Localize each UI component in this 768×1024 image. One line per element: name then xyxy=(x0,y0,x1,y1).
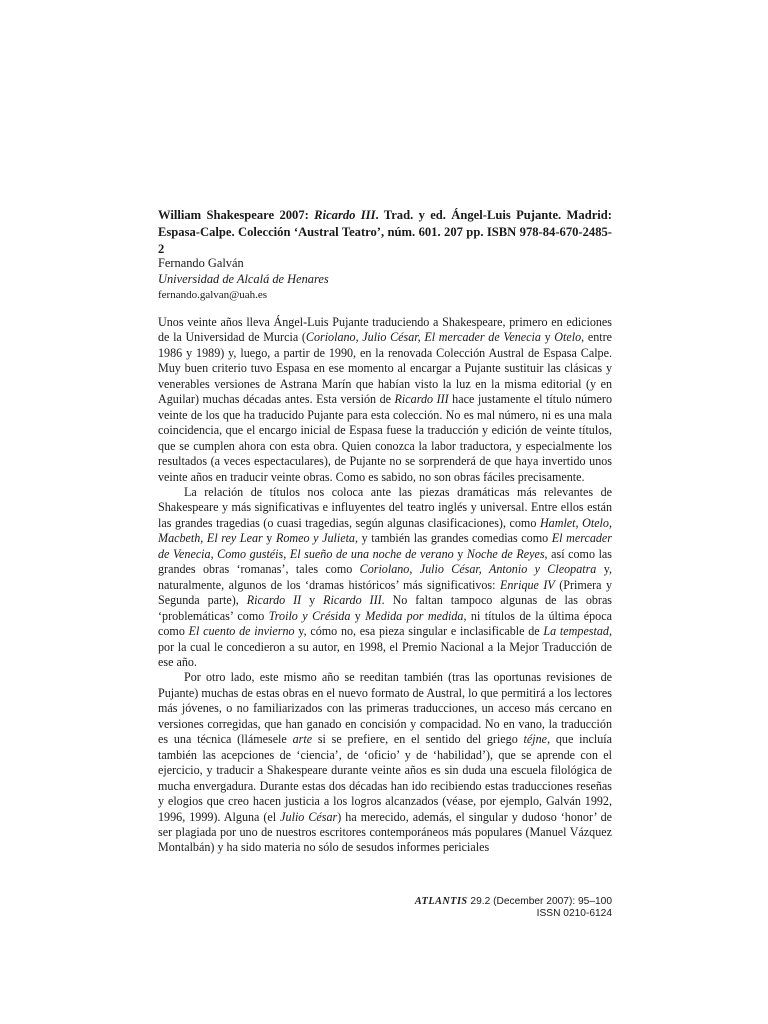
author-affiliation: Universidad de Alcalá de Henares xyxy=(158,272,329,286)
heading-book-title: Ricardo III xyxy=(314,208,376,222)
author-block xyxy=(158,255,612,303)
heading-publication-details: . Trad. y ed. Ángel-Luis Pujante. Madrid: Espasa-Calpe. Colección ‘Austral Teatro’, núm. 601. 207 pp. ISBN 978-84-670-2485-2 xyxy=(158,208,612,256)
journal-logo: ATLANTIS xyxy=(414,896,468,907)
author-name: Fernando Galván xyxy=(158,256,244,270)
paragraph-2: La relación de títulos nos coloca ante las piezas dramáticas más relevantes de Shakespeare y más significativas e influyentes del teatro inglés y universal. Entre ellos están las grandes tragedias (o cuasi tragedias, según algunas clasificaciones), como Hamlet, Otelo, Macbeth, El rey Lear y Romeo y Julieta, y también las grandes comedias como El mercader de Venecia, Como gustéis, El sueño de una noche de verano y Noche de Reyes, así como las grandes obras ‘romanas’, tales como Coriolano, Julio César, Antonio y Cleopatra y, naturalmente, algunos de los ‘dramas históricos’ más significativos: Enrique IV (Primera y Segunda parte), Ricardo II y Ricardo III. No faltan tampoco algunas de las obras ‘problemáticas’ como Troilo y Crésida y Medida por medida, ni títulos de la última época como El cuento de invierno y, cómo no, esa pieza singular e inclasificable de La tempestad, por la cual le concedieron a su autor, en 1998, el Premio Nacional a la Mejor Traducción de ese año. xyxy=(158,484,613,669)
paragraph-3: Por otro lado, este mismo año se reeditan también (tras las oportunas revisiones de Pujante) muchas de estas obras en el nuevo formato de Austral, lo que permitirá a los lectores más jóvenes, o no familiarizados con las primeras traducciones, un acceso más cercano en versiones corregidas, que han ganado en concisión y compacidad. No en vano, la traducción es una técnica (llámesele arte si se prefiere, en el sentido del griego téjne, que incluía también las acepciones de ‘ciencia’, de ‘oficio’ y de ‘habilidad’), que se aprende con el ejercicio, y traducir a Shakespeare durante veinte años es sin duda una escuela filológica de mucha envergadura. Durante estas dos décadas han ido recibiendo estas traducciones reseñas y elogios que creo hacen justicia a los logros alcanzados (véase, por ejemplo, Galván 1992, 1996, 1999). Alguna (el Julio César) ha merecido, además, el singular y dudoso ‘honor’ de ser plagiada por uno de nuestros escritores contemporáneos más populares (Manuel Vázquez Montalbán) y ha sido materia no sólo de sesudos informes periciales xyxy=(158,670,613,855)
heading-citation: William Shakespeare 2007: xyxy=(158,208,315,222)
review-heading xyxy=(158,207,612,258)
journal-citation: ATLANTIS 29.2 (December 2007): 95–100 xyxy=(414,896,612,907)
author-email[interactable]: fernando.galvan@uah.es xyxy=(158,289,268,301)
review-body xyxy=(158,315,612,856)
paragraph-1: Unos veinte años lleva Ángel-Luis Pujante traduciendo a Shakespeare, primero en ediciones de la Universidad de Murcia (Coriolano, Julio César, El mercader de Venecia y Otelo, entre 1986 y 1989) y, luego, a partir de 1990, en la renovada Colección Austral de Espasa Calpe. Muy buen criterio tuvo Espasa en ese momento al encargar a Pujante sustituir las clásicas y venerables versiones de Astrana Marín que habían visto la luz en la misma editorial (y en Aguilar) muchas décadas antes. Esta versión de Ricardo III hace justamente el título número veinte de los que ha traducido Pujante para esta colección. No es mal número, ni es una mala coincidencia, que el encargo inicial de Espasa fuese la traducción y edición de veinte títulos, que se cumplen ahora con esta obra. Quien conozca la labor traductora, y especialmente los resultados (a veces espectaculares), de Pujante no se sorprenderá de que haya invertido unos veinte años en traducir veinte obras. Como es sabido, no son obras fáciles precisamente. xyxy=(158,315,612,484)
issn: ISSN 0210-6124 xyxy=(536,908,612,919)
page-footer xyxy=(415,896,612,920)
